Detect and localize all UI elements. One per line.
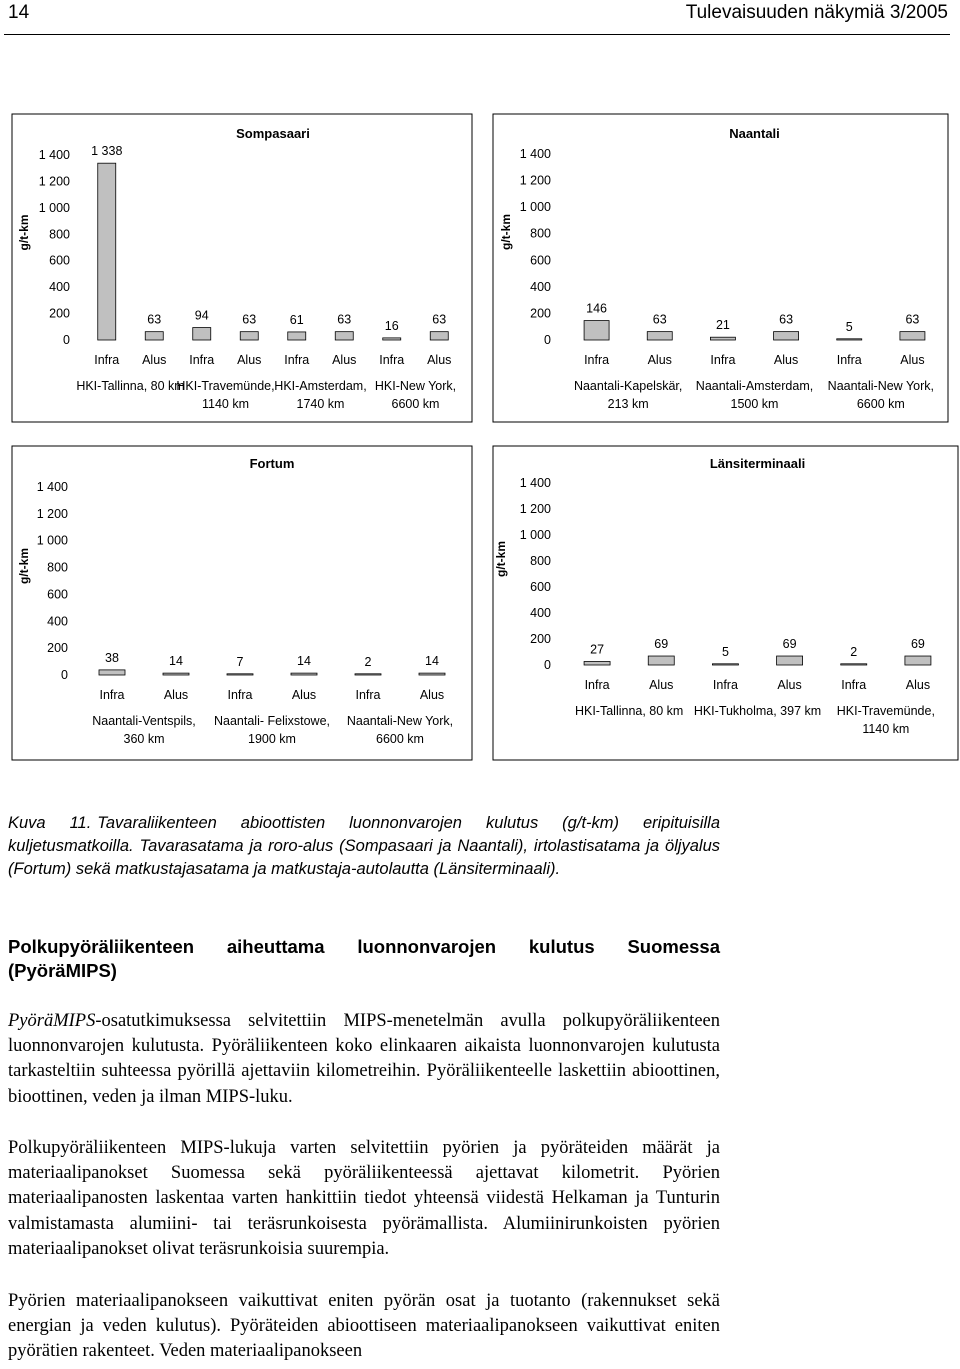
x-category-label: Alus	[142, 353, 167, 367]
x-group-label: HKI-Travemünde,	[836, 704, 935, 718]
y-tick-label: 800	[530, 554, 551, 568]
data-label: 61	[289, 312, 304, 327]
bar-alus	[777, 656, 803, 665]
x-group-label: HKI-Travemünde,	[176, 379, 275, 393]
bar-infra	[288, 332, 306, 340]
y-tick-label: 1 000	[519, 528, 551, 542]
x-group-label: 1140 km	[201, 397, 250, 411]
page-number: 14	[8, 2, 30, 23]
y-tick-label: 800	[49, 227, 70, 242]
y-tick-label: 400	[530, 279, 551, 294]
data-label: 27	[590, 642, 605, 657]
chart-frame	[12, 446, 472, 760]
bar-alus	[335, 332, 353, 340]
x-group-label: 1140 km	[862, 722, 910, 736]
x-group-label: Naantali-New York,	[346, 714, 454, 728]
bar-infra	[98, 163, 116, 340]
y-tick-label: 600	[530, 253, 551, 268]
y-tick-label: 1 400	[519, 476, 551, 490]
x-category-label: Alus	[427, 353, 452, 367]
y-tick-label: 600	[530, 580, 551, 594]
bar-alus	[430, 332, 448, 340]
bar-alus	[163, 673, 189, 675]
bar-infra	[841, 664, 867, 665]
bar-infra	[712, 664, 738, 665]
chart-3	[12, 446, 472, 760]
x-group-label: Naantali-Kapelskär,	[573, 379, 683, 393]
bar-infra	[227, 674, 253, 675]
chart-title: Sompasaari	[236, 126, 310, 141]
x-group-label: Naantali-Amsterdam,	[695, 379, 814, 393]
paragraph-2: Polkupyöräliikenteen MIPS-lukuja varten selvitettiin pyörien ja pyöräteiden määrät ja materiaalipanokset Suomessa sekä pyöräliikenteessä ajettavat kilometrit. Pyörien materiaalipanosten laskentaa varten hankittiin tiedot yhteensä viidestä Helkaman ja Tunturin valmistamasta alumiini- tai teräsrunkoisesta pyörämallista. Alumiinirunkoisten pyörien materiaalipanokset olivat teräsrunkoisia suurempia.	[8, 1138, 720, 1259]
chart-title: Fortum	[249, 456, 295, 471]
running-title: Tulevaisuuden näkymiä 3/2005	[685, 2, 948, 23]
x-category-label: Infra	[189, 353, 215, 367]
data-label: 38	[105, 650, 119, 665]
bar-infra	[837, 339, 862, 340]
y-tick-label: 600	[47, 587, 68, 602]
data-label: 7	[236, 654, 244, 669]
y-tick-label: 0	[544, 333, 551, 347]
x-category-label: Infra	[284, 353, 310, 367]
x-category-label: Infra	[227, 688, 253, 702]
y-axis-label: g/t-km	[17, 214, 31, 251]
section-heading: Polkupyöräliikenteen aiheuttama luonnonvarojen kulutus Suomessa (PyöräMIPS)	[8, 936, 720, 981]
x-category-label: Infra	[94, 353, 120, 367]
x-group-label: HKI-New York,	[374, 379, 457, 393]
data-label: 63	[337, 312, 352, 327]
x-group-label: HKI-Tukholma, 397 km	[693, 704, 822, 718]
y-tick-label: 200	[47, 641, 68, 656]
caption-text: Tavaraliikenteen abioottisten luonnonvarojen kulutus (g/t-km) eripituisilla kuljetusmatkoilla. Tavarasatama ja roro-alus (Sompasaari ja Naantali), irtolastisatama ja öljyalus (Fortum) sekä matkustajasatama ja matkustaja-autolautta (Länsiterminaali).	[8, 814, 720, 878]
figure-caption	[8, 812, 720, 881]
x-group-label: 1900 km	[248, 732, 296, 746]
x-group-label: 360 km	[123, 732, 165, 746]
data-label: 2	[364, 654, 372, 669]
bar-alus	[900, 332, 925, 340]
x-group-label: HKI-Amsterdam,	[274, 379, 367, 393]
data-label: 69	[910, 637, 925, 652]
bar-infra	[584, 321, 609, 340]
data-label: 146	[586, 301, 608, 316]
paragraph-1-text: -osatutkimuksessa selvitettiin MIPS-menetelmän avulla polkupyöräliikenteen luonnonvarojen kulutusta. Pyöräliikenteen koko elinkaaren aikaista luonnonvarojen kulutusta tarkasteltiin suhteessa pyörillä ajettaviin kilometreihin. Pyöräliikenteelle laskettiin abioottinen, bioottinen, veden ja ilman MIPS-luku.	[8, 1011, 720, 1107]
data-label: 16	[384, 318, 399, 333]
x-category-label: Infra	[836, 353, 862, 367]
data-label: 69	[654, 637, 669, 652]
y-tick-label: 1 000	[38, 200, 70, 215]
chart-1	[12, 114, 472, 422]
x-category-label: Alus	[649, 678, 674, 692]
chart-4	[493, 446, 958, 760]
chart-frame	[12, 114, 472, 422]
x-group-label: Naantali- Felixstowe,	[213, 714, 331, 728]
y-tick-label: 800	[530, 226, 551, 241]
y-tick-label: 400	[47, 614, 68, 629]
x-group-label: 6600 km	[376, 732, 424, 746]
y-axis-label: g/t-km	[17, 548, 31, 584]
y-tick-label: 1 200	[36, 506, 68, 521]
x-category-label: Infra	[379, 353, 405, 367]
x-category-label: Alus	[291, 688, 317, 702]
y-tick-label: 800	[47, 560, 68, 575]
x-category-label: Infra	[841, 678, 867, 692]
y-tick-label: 0	[544, 658, 551, 672]
x-group-label: HKI-Tallinna, 80 km	[76, 379, 185, 393]
x-group-label: 6600 km	[391, 397, 440, 411]
y-tick-label: 400	[530, 606, 551, 620]
data-label: 63	[242, 312, 257, 327]
bar-alus	[419, 673, 445, 675]
x-category-label: Alus	[777, 678, 802, 692]
y-axis-label: g/t-km	[494, 541, 508, 577]
x-group-label: 1500 km	[730, 397, 779, 411]
x-category-label: Alus	[900, 353, 925, 367]
data-label: 14	[425, 654, 439, 669]
x-category-label: Infra	[710, 353, 736, 367]
paragraph-1	[8, 1009, 720, 1110]
y-tick-label: 400	[49, 280, 70, 295]
data-label: 1 338	[91, 144, 123, 159]
y-tick-label: 200	[530, 632, 551, 646]
x-category-label: Infra	[584, 678, 610, 692]
x-category-label: Alus	[419, 688, 445, 702]
x-category-label: Alus	[905, 678, 931, 692]
x-category-label: Alus	[237, 353, 262, 367]
data-label: 5	[845, 319, 853, 334]
bar-infra	[193, 328, 211, 340]
x-group-label: HKI-Tallinna, 80 km	[574, 704, 684, 718]
data-label: 63	[652, 312, 667, 327]
x-category-label: Alus	[773, 353, 799, 367]
data-label: 63	[779, 312, 794, 327]
data-label: 63	[905, 312, 920, 327]
y-axis-label: g/t-km	[499, 214, 513, 250]
x-group-label: 1740 km	[296, 397, 345, 411]
chart-frame	[493, 114, 948, 422]
chart-2	[493, 114, 948, 422]
data-label: 94	[194, 308, 209, 323]
data-label: 21	[715, 318, 730, 333]
paragraph-3: Pyörien materiaalipanokseen vaikuttivat eniten pyörän osat ja tuotanto (rakennukset sekä energian ja veden kulutus). Pyöräteiden abioottiseen materiaalipanokseen vaikuttivat eniten pyörätien rakenteet. Veden materiaalipanokseen	[8, 1291, 720, 1362]
x-group-label: Naantali-Ventspils,	[92, 714, 196, 728]
chart-title: Naantali	[729, 126, 780, 141]
bar-infra	[710, 337, 735, 340]
y-tick-label: 1 000	[36, 533, 68, 548]
y-tick-label: 1 200	[519, 173, 551, 188]
x-group-label: 6600 km	[856, 397, 905, 411]
x-category-label: Alus	[647, 353, 672, 367]
x-group-label: 213 km	[607, 397, 649, 411]
y-tick-label: 0	[61, 668, 68, 682]
paragraph-1-term: PyöräMIPS	[8, 1011, 96, 1031]
data-label: 63	[432, 312, 447, 327]
bar-alus	[291, 673, 317, 675]
bar-infra	[383, 338, 401, 340]
data-label: 69	[782, 637, 797, 652]
x-category-label: Infra	[584, 353, 610, 367]
y-tick-label: 1 400	[36, 480, 68, 494]
bar-alus	[648, 656, 674, 665]
chart-title: Länsiterminaali	[709, 456, 806, 471]
y-tick-label: 1 200	[38, 174, 70, 189]
bar-alus	[905, 656, 931, 665]
y-tick-label: 1 400	[38, 148, 70, 162]
y-tick-label: 1 400	[519, 147, 551, 161]
bar-infra	[99, 670, 125, 675]
data-label: 63	[147, 312, 162, 327]
y-tick-label: 600	[49, 253, 70, 268]
bar-infra	[355, 674, 381, 675]
bar-alus	[774, 332, 799, 340]
x-category-label: Alus	[332, 353, 357, 367]
x-category-label: Infra	[355, 688, 381, 702]
y-tick-label: 0	[63, 333, 70, 347]
bar-alus	[145, 332, 163, 340]
data-label: 14	[169, 654, 183, 669]
x-category-label: Infra	[712, 678, 738, 692]
x-category-label: Alus	[163, 688, 189, 702]
x-group-label: Naantali-New York,	[827, 379, 934, 393]
y-tick-label: 1 000	[519, 200, 551, 215]
bar-infra	[584, 661, 610, 665]
x-category-label: Infra	[99, 688, 125, 702]
caption-label: Kuva 11.	[8, 814, 92, 832]
data-label: 2	[850, 644, 858, 659]
y-tick-label: 1 200	[519, 502, 551, 516]
bar-alus	[647, 332, 672, 340]
y-tick-label: 200	[49, 306, 70, 321]
data-label: 5	[721, 644, 729, 659]
y-tick-label: 200	[530, 306, 551, 321]
data-label: 14	[297, 654, 311, 669]
bar-alus	[240, 332, 258, 340]
